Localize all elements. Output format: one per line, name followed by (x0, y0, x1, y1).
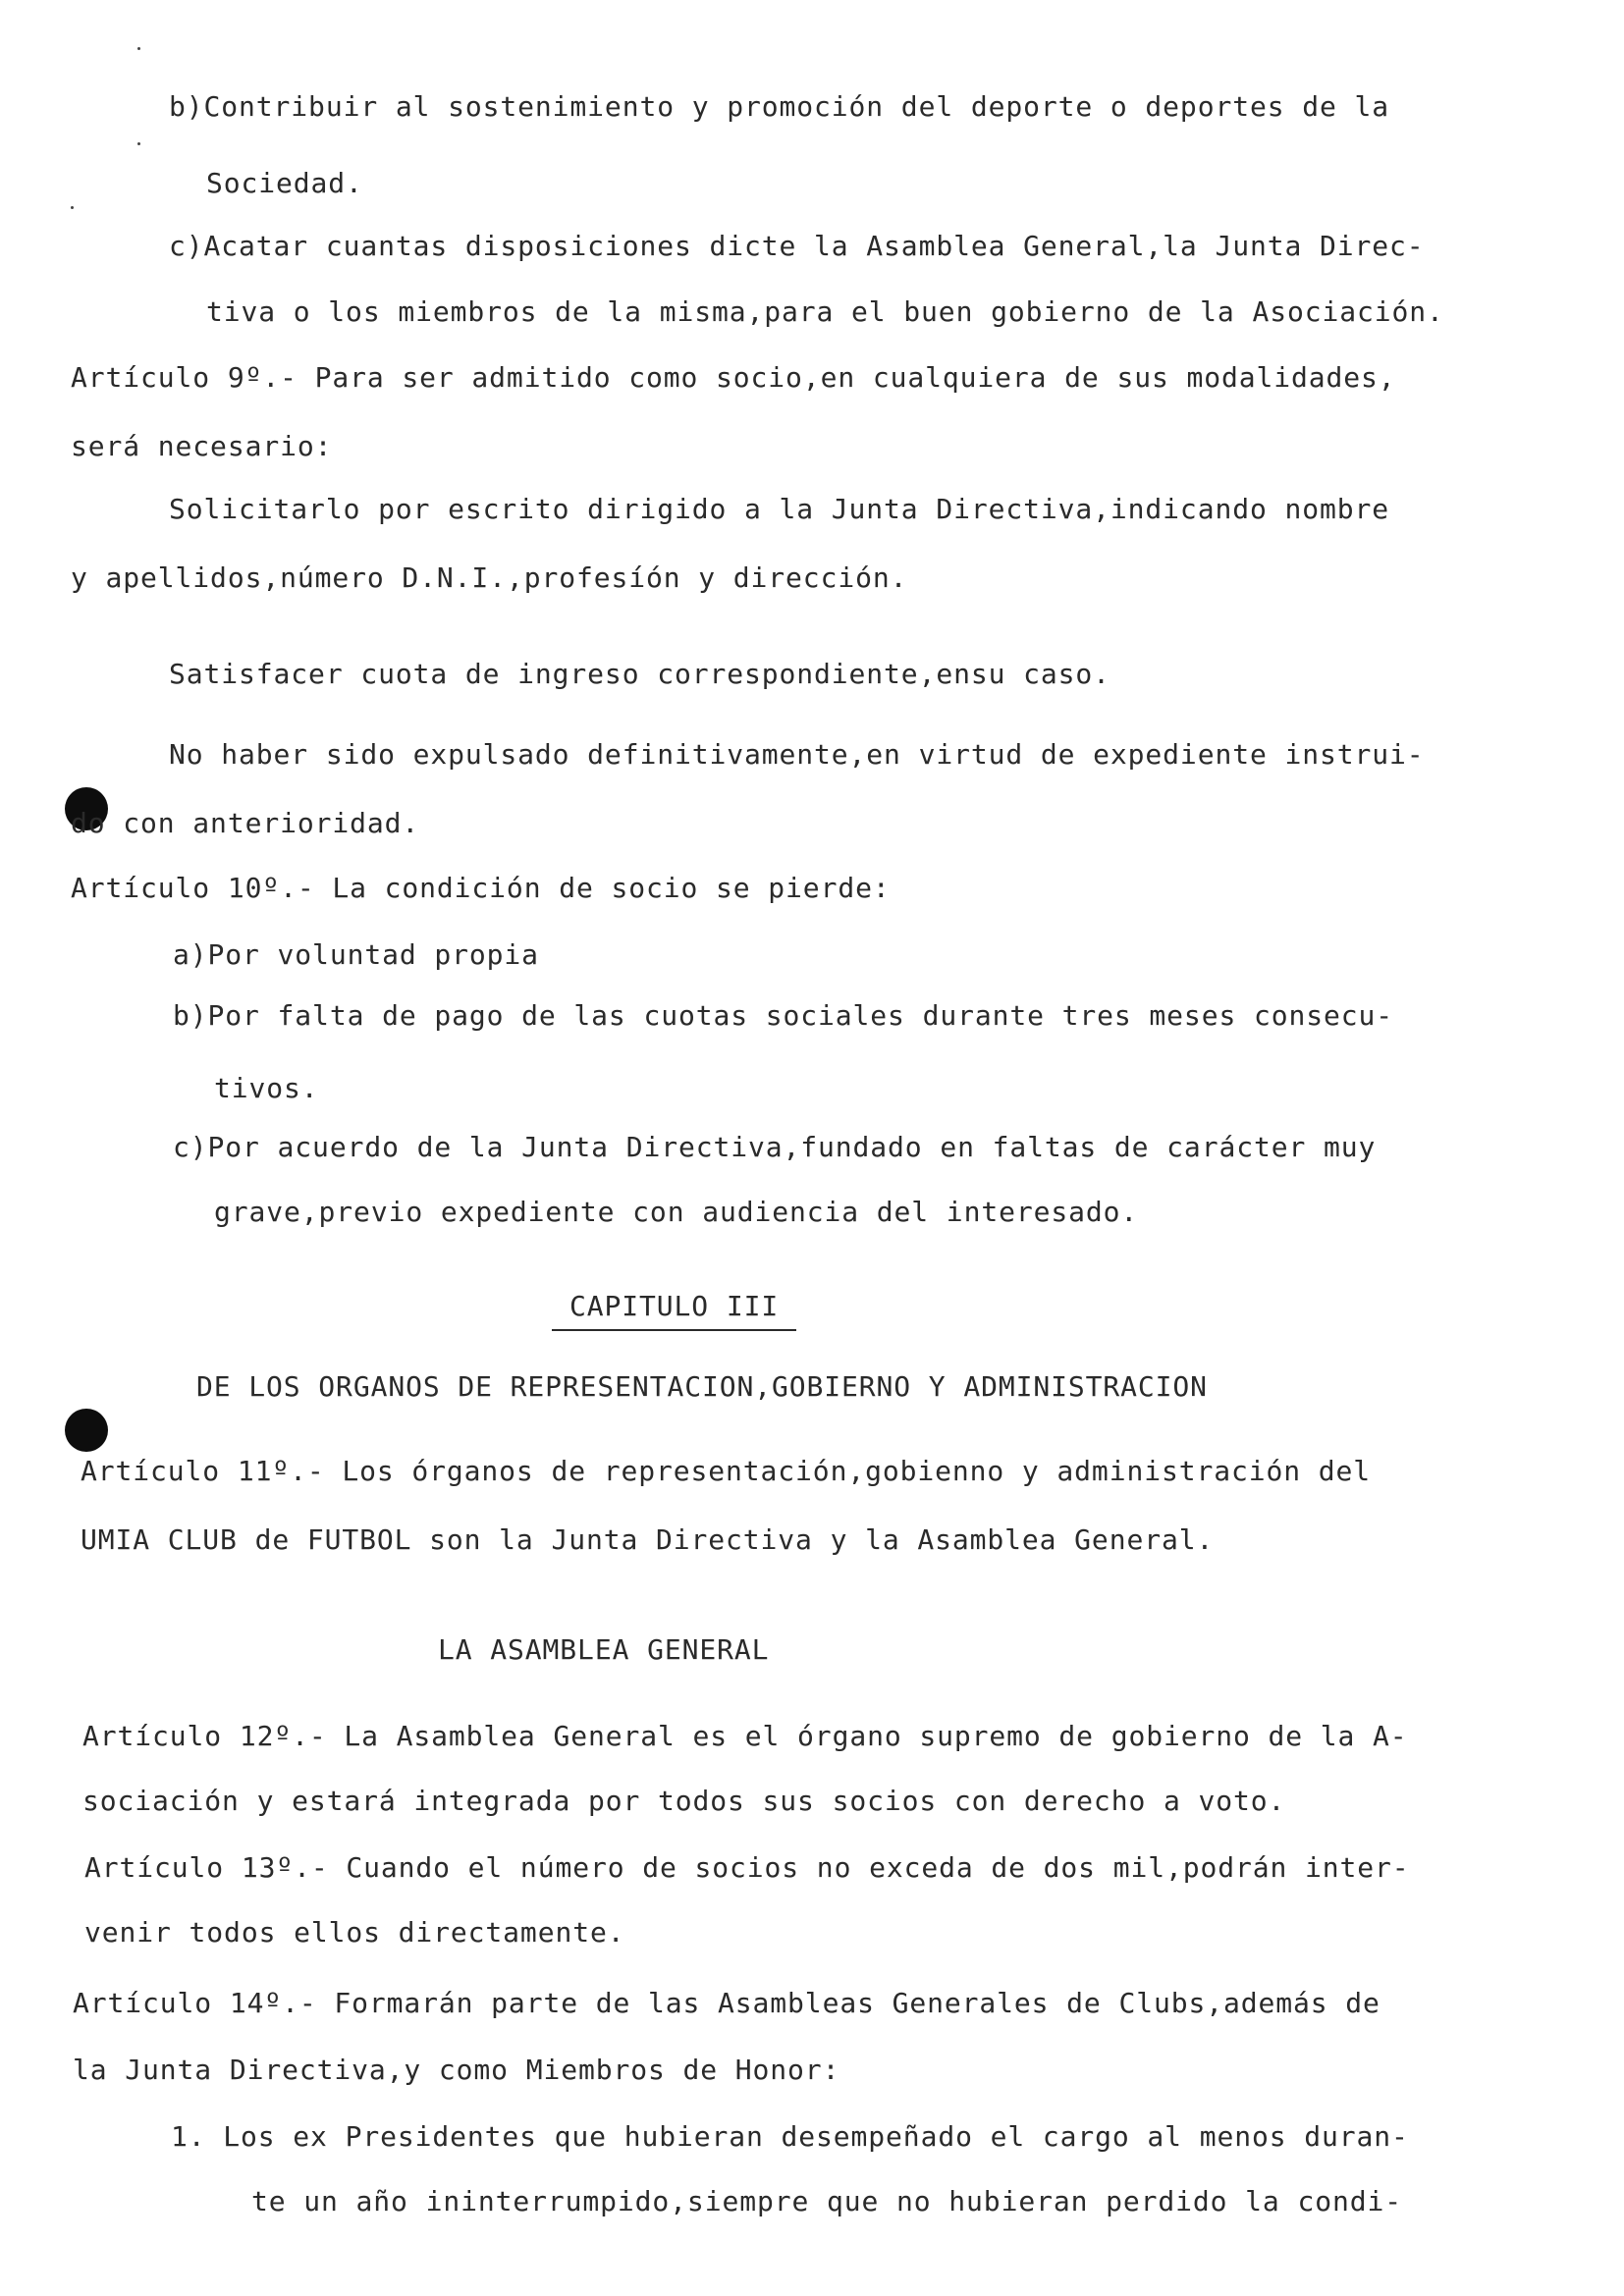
scan-speck (137, 47, 140, 50)
text-line: será necesario: (71, 430, 333, 462)
punch-hole-bottom (65, 1409, 108, 1452)
text-line: y apellidos,número D.N.I.,profesíón y dirección. (71, 561, 908, 594)
article-14-heading: Artículo 14º.- Formarán parte de las Asambleas Generales de Clubs,además de (73, 1987, 1380, 2019)
scan-speck (71, 206, 74, 209)
chapter-title: CAPITULO III (552, 1290, 796, 1331)
text-line: UMIA CLUB de FUTBOL son la Junta Directiva y la Asamblea General. (81, 1523, 1215, 1556)
text-line: tiva o los miembros de la misma,para el buen gobierno de la Asociación. (206, 295, 1444, 328)
text-line: tivos. (214, 1072, 319, 1104)
chapter-subtitle: DE LOS ORGANOS DE REPRESENTACION,GOBIERNO Y ADMINISTRACION (196, 1370, 1208, 1403)
article-11-heading: Artículo 11º.- Los órganos de representación,gobienno y administración del (81, 1455, 1372, 1487)
scan-speck (137, 142, 140, 145)
text-line: do con anterioridad. (71, 807, 420, 839)
text-line: grave,previo expediente con audiencia del interesado. (214, 1196, 1139, 1228)
text-line: c)Acatar cuantas disposiciones dicte la Asamblea General,la Junta Direc- (169, 230, 1425, 262)
text-line: No haber sido expulsado definitivamente,en virtud de expediente instrui- (169, 738, 1425, 771)
section-title: LA ASAMBLEA GENERAL (438, 1633, 770, 1666)
article-9-heading: Artículo 9º.- Para ser admitido como socio,en cualquiera de sus modalidades, (71, 361, 1396, 394)
article-12-heading: Artículo 12º.- La Asamblea General es el órgano supremo de gobierno de la A- (82, 1720, 1408, 1752)
text-line: Solicitarlo por escrito dirigido a la Junta Directiva,indicando nombre (169, 493, 1390, 525)
text-line: a)Por voluntad propia (173, 938, 539, 971)
text-line: sociación y estará integrada por todos sus socios con derecho a voto. (82, 1785, 1286, 1817)
article-10-heading: Artículo 10º.- La condición de socio se pierde: (71, 872, 891, 904)
text-line: Sociedad. (206, 167, 363, 199)
text-line: b)Contribuir al sostenimiento y promoción del deporte o deportes de la (169, 90, 1390, 123)
text-line: c)Por acuerdo de la Junta Directiva,fundado en faltas de carácter muy (173, 1131, 1377, 1163)
text-line: venir todos ellos directamente. (84, 1916, 625, 1949)
text-line: te un año ininterrumpido,siempre que no hubieran perdido la condi- (251, 2185, 1402, 2217)
list-item: 1. Los ex Presidentes que hubieran desempeñado el cargo al menos duran- (171, 2120, 1409, 2153)
text-line: la Junta Directiva,y como Miembros de Honor: (73, 2054, 840, 2086)
text-line: Satisfacer cuota de ingreso correspondiente,ensu caso. (169, 658, 1110, 690)
text-line: b)Por falta de pago de las cuotas sociales durante tres meses consecu- (173, 999, 1394, 1032)
article-13-heading: Artículo 13º.- Cuando el número de socios no exceda de dos mil,podrán inter- (84, 1851, 1410, 1884)
